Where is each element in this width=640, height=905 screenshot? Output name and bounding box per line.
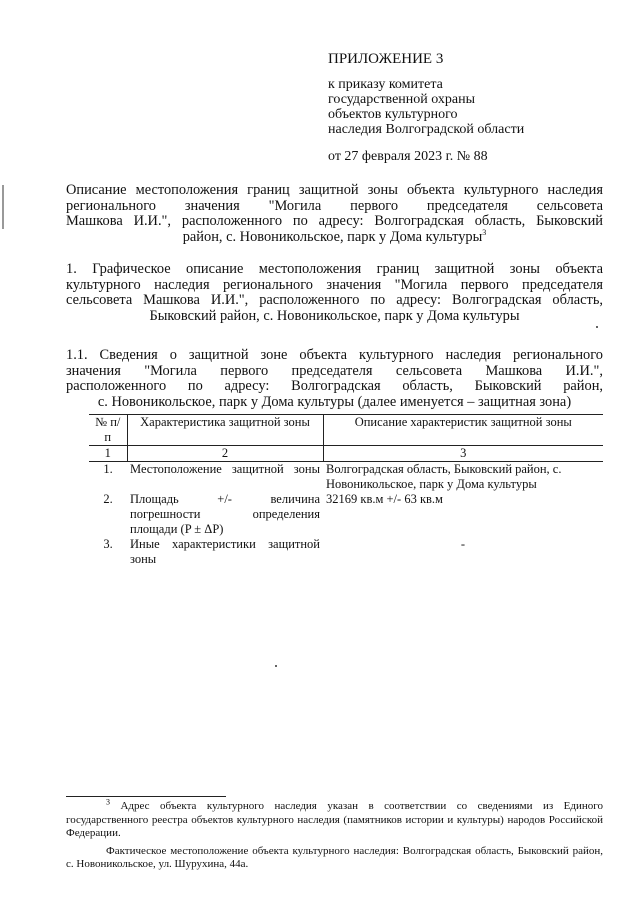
table-row — [89, 492, 603, 537]
section-1-line: культурного наследия регионального значения "Могила первого председателя — [66, 276, 603, 293]
footnote-1 — [66, 797, 603, 841]
table-number-row — [89, 446, 603, 462]
column-number: 3 — [323, 446, 603, 462]
appendix-heading: ПРИЛОЖЕНИЕ 3 — [328, 51, 444, 67]
footnote-ref: 3 — [482, 227, 487, 237]
section-1-1-line: с. Новоникольское, парк у Дома культуры (далее именуется – защитная зона) — [97, 393, 572, 410]
table-header-cell: Описание характеристик защитной зоны — [323, 415, 603, 446]
section-1-line: Быковский район, с. Новоникольское, парк у Дома культуры — [149, 307, 520, 324]
section-1-line: 1. Графическое описание местоположения границ защитной зоны объекта — [66, 261, 603, 277]
row-description: - — [460, 537, 466, 551]
table-row — [89, 462, 603, 493]
row-characteristic: Площадь +/- величина погрешности определения площади (P ± ΔP) — [130, 492, 320, 536]
title-last-line: район, с. Новоникольское, парк у Дома культуры — [182, 228, 483, 245]
scan-speck — [275, 665, 277, 667]
title-line — [66, 227, 603, 246]
footnote-mark: 3 — [106, 797, 110, 807]
section-1-line: сельсовета Машкова И.И.", расположенного по адресу: Волгоградская область, — [66, 292, 603, 308]
column-number: 1 — [89, 446, 127, 462]
section-1 — [66, 262, 603, 324]
row-description: Волгоградская область, Быковский район, с. Новоникольское, парк у Дома культуры — [326, 462, 562, 491]
row-characteristic: Иные характеристики защитной зоны — [130, 537, 320, 566]
appendix-block — [328, 52, 568, 164]
footnote-separator — [66, 796, 226, 797]
section-1-1 — [66, 348, 603, 410]
section-1-1-line: расположенного по адресу: Волгоградская область, Быковский район, — [66, 378, 603, 394]
table-header-cell: Характеристика защитной зоны — [127, 415, 323, 446]
footnote-2: Фактическое местоположение объекта культурного наследия: Волгоградская область, Быковский район, с. Новоникольское, ул. Шурухина, 44а. — [66, 844, 603, 870]
footnote-1-text: Адрес объекта культурного наследия указан в соответствии со сведениями из Единого государственного реестра объектов культурного наследия (памятников истории и культуры) народов Российской Федерации. — [66, 800, 603, 839]
row-number: 1. — [103, 462, 113, 476]
table-header-row — [89, 415, 603, 446]
row-number: 2. — [103, 492, 113, 506]
appendix-line: наследия Волгоградской области — [328, 122, 525, 137]
scan-speck — [596, 326, 598, 328]
document-title — [66, 183, 603, 245]
title-line: регионального значения "Могила первого председателя сельсовета — [66, 197, 603, 214]
section-1-1-line: значения "Могила первого председателя сельсовета Машкова И.И.", — [66, 362, 603, 379]
column-number: 2 — [127, 446, 323, 462]
title-line: Описание местоположения границ защитной зоны объекта культурного наследия — [66, 182, 603, 198]
row-number: 3. — [103, 537, 113, 551]
protection-zone-table — [89, 414, 603, 567]
table-header-cell: № п/п — [89, 415, 127, 446]
row-description: 32169 кв.м +/- 63 кв.м — [326, 492, 443, 506]
footnotes — [66, 797, 603, 876]
appendix-line: объектов культурного — [328, 107, 458, 122]
appendix-line: государственной охраны — [328, 92, 476, 107]
scan-edge-mark — [2, 185, 4, 229]
row-characteristic: Местоположение защитной зоны — [130, 462, 320, 476]
title-line: Машкова И.И.", расположенного по адресу: Волгоградская область, Быковский — [66, 213, 603, 229]
appendix-line: к приказу комитета — [328, 77, 443, 92]
table-row — [89, 537, 603, 567]
appendix-date: от 27 февраля 2023 г. № 88 — [328, 149, 488, 164]
section-1-1-line: 1.1. Сведения о защитной зоне объекта культурного наследия регионального — [66, 347, 603, 363]
